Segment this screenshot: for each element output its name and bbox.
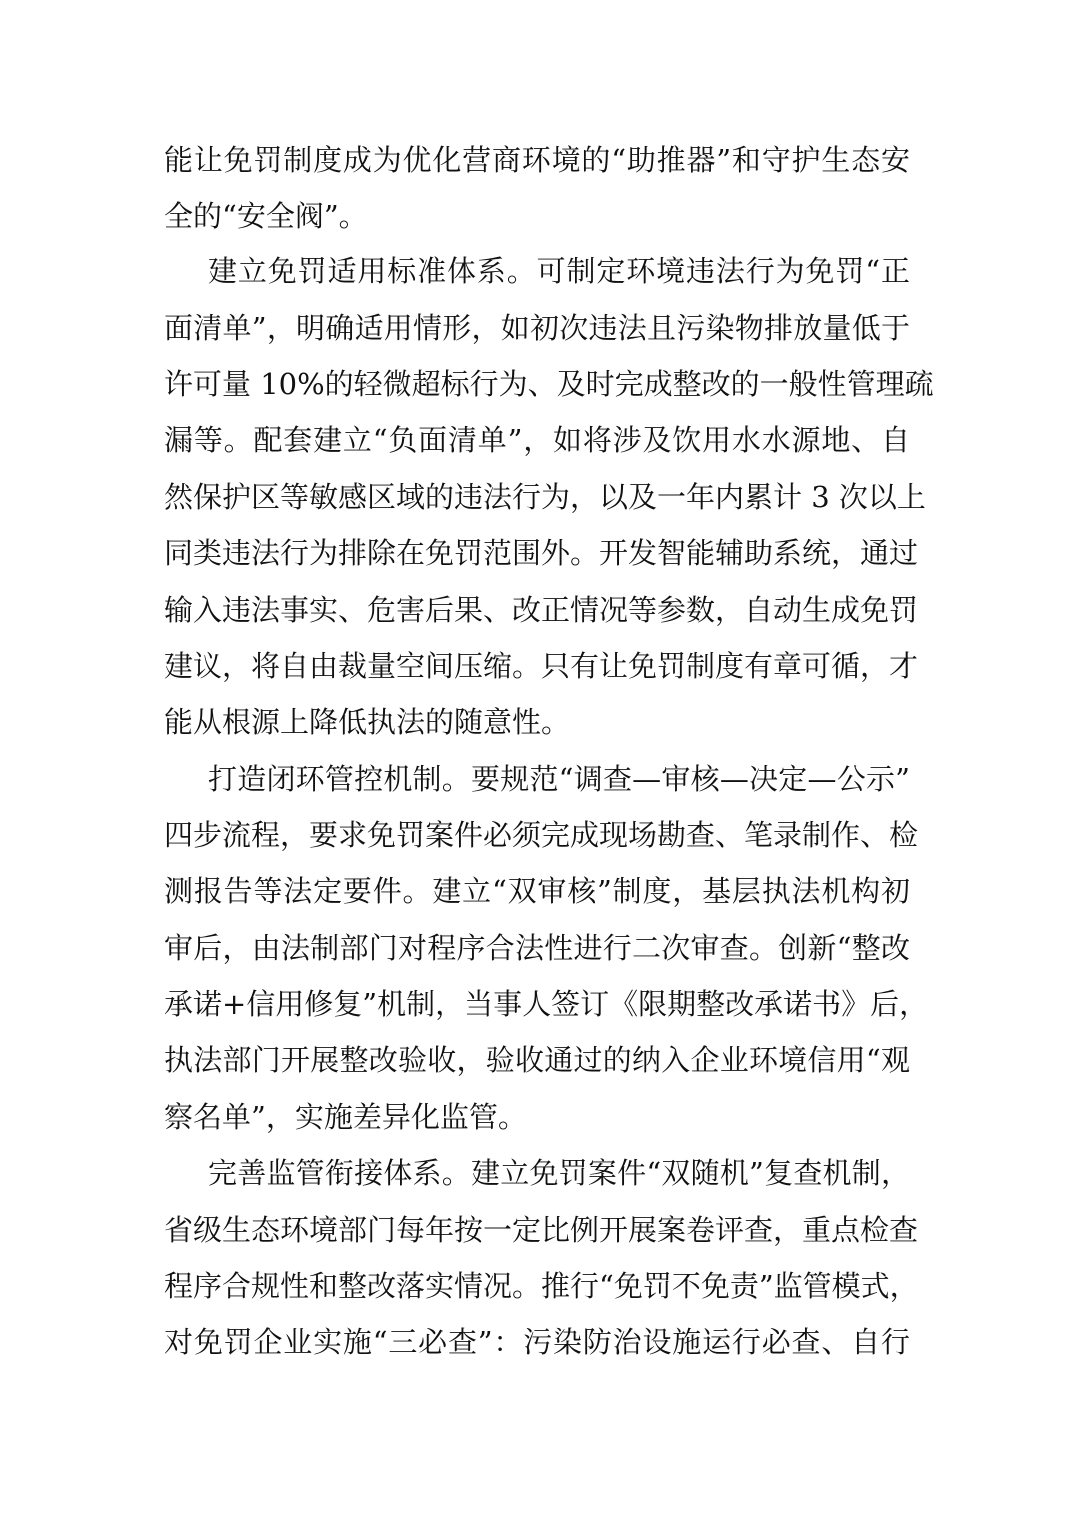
text-line: 建议，将自由裁量空间压缩。只有让免罚制度有章可循，才	[164, 649, 919, 683]
text-line: 测报告等法定要件。建立“双审核”制度，基层执法机构初	[164, 874, 910, 908]
text-line: 输入违法事实、危害后果、改正情况等参数，自动生成免罚	[164, 593, 919, 627]
paragraph-first-line: 建立免罚适用标准体系。可制定环境违法行为免罚“正	[208, 254, 910, 288]
text-line: 面清单”，明确适用情形，如初次违法且污染物排放量低于	[164, 311, 910, 345]
text-line: 全的“安全阀”。	[164, 199, 368, 233]
text-line: 四步流程，要求免罚案件必须完成现场勘查、笔录制作、检	[164, 818, 919, 852]
text-line: 能让免罚制度成为优化营商环境的“助推器”和守护生态安	[164, 143, 910, 177]
text-line: 然保护区等敏感区域的违法行为，以及一年内累计 3 次以上	[164, 480, 926, 514]
text-line: 能从根源上降低执法的随意性。	[164, 705, 571, 739]
text-line: 对免罚企业实施“三必查”：污染防治设施运行必查、自行	[164, 1325, 910, 1359]
text-line: 承诺+信用修复”机制，当事人签订《限期整改承诺书》后，	[164, 987, 929, 1021]
paragraph-first-line: 打造闭环管控机制。要规范“调查—审核—决定—公示”	[208, 762, 910, 796]
text-line: 同类违法行为排除在免罚范围外。开发智能辅助系统，通过	[164, 536, 919, 570]
text-line: 审后，由法制部门对程序合法性进行二次审查。创新“整改	[164, 931, 910, 965]
text-line: 程序合规性和整改落实情况。推行“免罚不免责”监管模式，	[164, 1269, 919, 1303]
text-line: 执法部门开展整改验收，验收通过的纳入企业环境信用“观	[164, 1043, 910, 1077]
text-line: 察名单”，实施差异化监管。	[164, 1100, 527, 1134]
text-line: 许可量 10%的轻微超标行为、及时完成整改的一般性管理疏	[164, 367, 934, 401]
paragraph-first-line: 完善监管衔接体系。建立免罚案件“双随机”复查机制，	[208, 1156, 910, 1190]
text-line: 漏等。配套建立“负面清单”，如将涉及饮用水水源地、自	[164, 423, 910, 457]
text-line: 省级生态环境部门每年按一定比例开展案卷评查，重点检查	[164, 1213, 919, 1247]
